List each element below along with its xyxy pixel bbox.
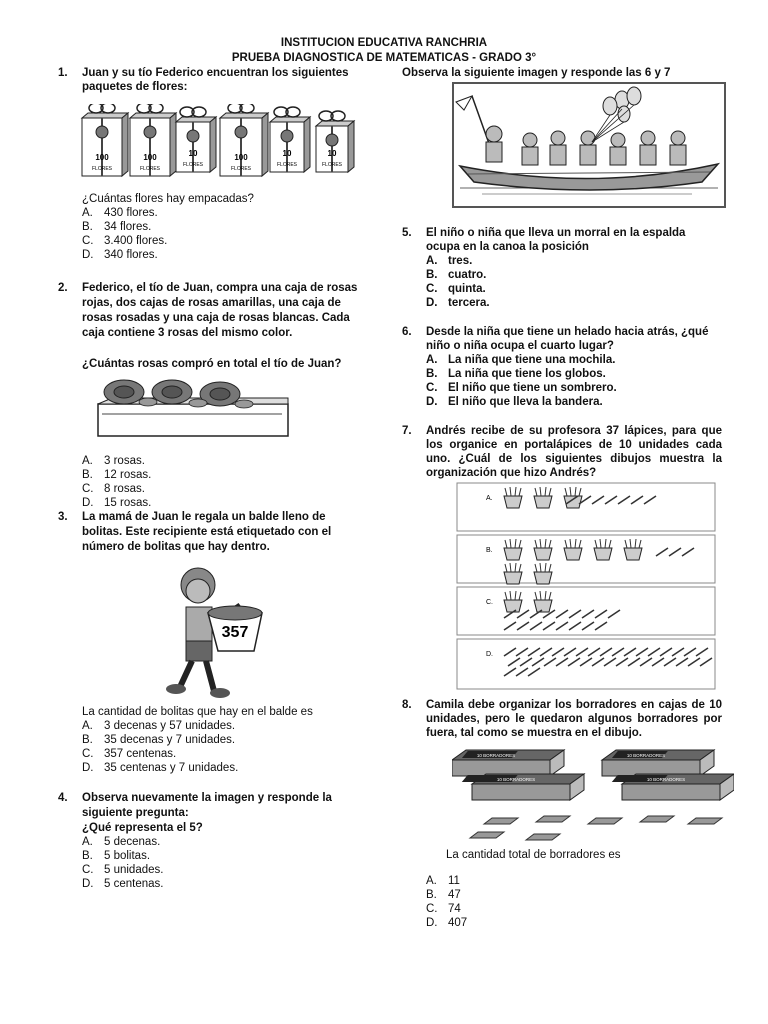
question-8	[402, 698, 722, 930]
option-d	[426, 296, 722, 310]
pencil-option-d	[457, 639, 715, 689]
option-d	[82, 761, 358, 775]
option-a	[82, 454, 358, 468]
canoe-illustration	[452, 82, 726, 208]
option-letter: A.	[82, 720, 93, 732]
box-unit: FLORES	[321, 162, 343, 168]
question-number: 3.	[58, 511, 68, 523]
question-2	[58, 281, 358, 510]
option-d	[82, 877, 358, 891]
question-5	[402, 226, 722, 310]
option-letter: D.	[82, 497, 94, 509]
option-text: 5 bolitas.	[104, 850, 151, 862]
left-column	[58, 66, 358, 891]
flower-box	[130, 104, 176, 176]
eraser-box	[462, 774, 584, 800]
question-4	[58, 791, 358, 891]
option-letter: A.	[426, 255, 438, 267]
loose-eraser	[688, 818, 722, 824]
loose-eraser	[640, 816, 674, 822]
options-list	[82, 835, 358, 891]
option-c	[426, 902, 722, 916]
question-prompt: La cantidad total de borradores es	[446, 849, 621, 861]
option-letter: B.	[426, 269, 438, 281]
option-a	[426, 353, 722, 367]
option-c	[82, 234, 358, 248]
option-letter: A.	[82, 207, 93, 219]
option-b	[426, 367, 722, 381]
question-number: 6.	[402, 326, 412, 338]
box-number: 10	[188, 149, 198, 158]
document-header	[0, 36, 768, 66]
question-text: El niño o niña que lleva un morral en la espalda ocupa en la canoa la posición	[426, 227, 686, 253]
question-number: 4.	[58, 792, 68, 804]
option-text: 357 centenas.	[104, 748, 177, 760]
eraser-box	[602, 750, 714, 776]
question-text: Juan y su tío Federico encuentran los siguientes paquetes de flores:	[82, 67, 349, 93]
question-prompt: ¿Qué representa el 5?	[82, 822, 203, 834]
test-title: PRUEBA DIAGNOSTICA DE MATEMATICAS - GRADO 3°	[231, 52, 537, 64]
options-list	[426, 254, 722, 310]
option-label: B.	[486, 547, 493, 554]
option-d	[82, 248, 358, 262]
option-b	[82, 468, 358, 482]
box-unit: FLORES	[139, 166, 161, 172]
box-number: 10	[282, 149, 292, 158]
option-letter: B.	[426, 889, 437, 901]
option-a	[82, 835, 358, 849]
question-number: 5.	[402, 227, 412, 239]
eraser-box-label: 10 BORRADORES	[496, 777, 536, 782]
option-letter: D.	[82, 762, 94, 774]
option-letter: D.	[82, 249, 94, 261]
flower-box	[220, 104, 268, 176]
box-number: 10	[327, 149, 337, 158]
option-letter: B.	[82, 734, 93, 746]
school-name: INSTITUCION EDUCATIVA RANCHRIA	[280, 37, 488, 49]
option-text: 11	[448, 875, 460, 887]
option-text: El niño que lleva la bandera.	[448, 396, 603, 408]
question-1	[58, 66, 358, 262]
question-number: 2.	[58, 282, 68, 294]
option-text: 407	[448, 917, 468, 929]
question-text: Camila debe organizar los borradores en cajas de 10 unidades, pero le quedaron algunos borradores por fuera, tal como se muestra en el dibujo.	[426, 699, 722, 739]
question-prompt: La cantidad de bolitas que hay en el balde es	[82, 706, 313, 718]
option-text: 35 centenas y 7 unidades.	[104, 762, 239, 774]
pencil-option-c	[457, 587, 715, 635]
option-b	[82, 733, 358, 747]
option-text: tercera.	[448, 297, 490, 309]
option-b	[82, 220, 358, 234]
eraser-box-label: 10 BORRADORES	[646, 777, 686, 782]
box-unit: FLORES	[182, 162, 204, 168]
section-intro: Observa la siguiente imagen y responde las 6 y 7	[402, 67, 671, 79]
eraser-box-label: 10 BORRADORES	[476, 753, 516, 758]
question-6	[402, 325, 722, 409]
flower-box	[270, 107, 310, 172]
option-text: 3 rosas.	[104, 455, 145, 467]
option-c	[82, 863, 358, 877]
boy-with-bucket-illustration	[158, 561, 278, 701]
option-b	[426, 268, 722, 282]
option-text: 3 decenas y 57 unidades.	[104, 720, 236, 732]
question-prompt: ¿Cuántas flores hay empacadas?	[82, 193, 254, 205]
eraser-box	[612, 774, 734, 800]
question-text: Observa nuevamente la imagen y responde la siguiente pregunta:	[82, 792, 332, 819]
question-text: Andrés recibe de su profesora 37 lápices, para que los organice en portalápices de 10 unidades cada uno. ¿Cuál de los siguientes dibujos muestra la organización que hizo Andrés?	[426, 425, 722, 479]
question-number: 8.	[402, 699, 412, 711]
option-d	[426, 395, 722, 409]
eraser-boxes-illustration	[452, 746, 734, 846]
option-c	[426, 282, 722, 296]
pencil-options-illustration	[456, 482, 716, 690]
loose-eraser	[588, 818, 622, 824]
option-text: 47	[448, 889, 461, 901]
pencil-option-b	[457, 535, 715, 584]
option-text: 5 centenas.	[104, 878, 164, 890]
option-label: A.	[486, 495, 493, 502]
option-letter: A.	[426, 875, 437, 887]
option-letter: B.	[82, 850, 93, 862]
option-text: 74	[448, 903, 461, 915]
option-text: La niña que tiene los globos.	[448, 368, 606, 380]
bucket-label: 357	[221, 624, 249, 641]
eraser-box	[452, 750, 564, 776]
question-text: Federico, el tío de Juan, compra una caja de rosas rojas, dos cajas de rosas amarillas, una caja de rosas rosadas y una caja de rosas blancas. Cada caja contiene 3 rosas del mismo color.	[82, 282, 358, 339]
option-a	[82, 206, 358, 220]
options-list	[426, 874, 722, 930]
question-number: 1.	[58, 67, 68, 79]
option-text: 5 decenas.	[104, 836, 161, 848]
options-list	[426, 353, 722, 409]
option-letter: A.	[82, 836, 93, 848]
option-text: 12 rosas.	[104, 469, 152, 481]
option-letter: C.	[426, 903, 438, 915]
option-text: 8 rosas.	[104, 483, 145, 495]
option-a	[82, 719, 358, 733]
flower-boxes-illustration	[80, 104, 380, 186]
option-letter: D.	[426, 396, 438, 408]
option-c	[82, 747, 358, 761]
loose-eraser	[526, 834, 560, 840]
option-d	[426, 916, 722, 930]
option-text: 340 flores.	[104, 249, 158, 261]
option-letter: A.	[82, 455, 93, 467]
rose-box-illustration	[92, 378, 292, 444]
question-text: Desde la niña que tiene un helado hacia atrás, ¿qué niño o niña ocupa el cuarto lugar?	[426, 326, 709, 352]
option-text: 430 flores.	[104, 207, 158, 219]
box-unit: FLORES	[91, 166, 113, 172]
box-number: 100	[143, 153, 157, 162]
option-label: D.	[486, 651, 493, 658]
option-text: tres.	[448, 255, 473, 267]
box-unit: FLORES	[276, 162, 298, 168]
option-letter: C.	[426, 382, 438, 394]
option-text: cuatro.	[448, 269, 487, 281]
option-letter: C.	[426, 283, 438, 295]
flower-box	[82, 104, 128, 176]
option-letter: D.	[82, 878, 94, 890]
box-number: 100	[95, 153, 109, 162]
question-7	[402, 424, 722, 690]
option-letter: B.	[426, 368, 438, 380]
option-text: 35 decenas y 7 unidades.	[104, 734, 236, 746]
flower-box	[176, 107, 216, 172]
option-letter: C.	[82, 235, 94, 247]
option-text: La niña que tiene una mochila.	[448, 354, 616, 366]
eraser-box-label: 10 BORRADORES	[626, 753, 666, 758]
pencil-option-a	[457, 483, 715, 531]
option-c	[426, 381, 722, 395]
box-number: 100	[234, 153, 248, 162]
option-label: C.	[486, 599, 493, 606]
option-text: quinta.	[448, 283, 486, 295]
option-a	[426, 874, 722, 888]
question-prompt: ¿Cuántas rosas compró en total el tío de Juan?	[82, 358, 342, 370]
option-letter: D.	[426, 297, 438, 309]
flower-box	[316, 111, 354, 172]
question-3	[58, 510, 358, 775]
option-letter: B.	[82, 221, 93, 233]
options-list	[82, 454, 358, 510]
option-b	[82, 849, 358, 863]
right-column	[402, 66, 722, 930]
option-b	[426, 888, 722, 902]
option-text: 5 unidades.	[104, 864, 164, 876]
option-letter: C.	[82, 748, 94, 760]
option-letter: C.	[82, 483, 94, 495]
option-letter: C.	[82, 864, 94, 876]
option-text: 15 rosas.	[104, 497, 152, 509]
loose-eraser	[470, 832, 504, 838]
option-c	[82, 482, 358, 496]
option-text: 34 flores.	[104, 221, 152, 233]
options-list	[82, 719, 358, 775]
option-a	[426, 254, 722, 268]
box-unit: FLORES	[230, 166, 252, 172]
option-d	[82, 496, 358, 510]
options-list	[82, 206, 358, 262]
question-text: La mamá de Juan le regala un balde lleno de bolitas. Este recipiente está etiquetado con el número de bolitas que hay dentro.	[82, 511, 332, 553]
option-text: 3.400 flores.	[104, 235, 168, 247]
option-letter: D.	[426, 917, 438, 929]
option-letter: A.	[426, 354, 438, 366]
option-letter: B.	[82, 469, 93, 481]
loose-eraser	[484, 818, 518, 824]
question-number: 7.	[402, 425, 412, 437]
option-text: El niño que tiene un sombrero.	[448, 382, 617, 394]
loose-eraser	[536, 816, 570, 822]
